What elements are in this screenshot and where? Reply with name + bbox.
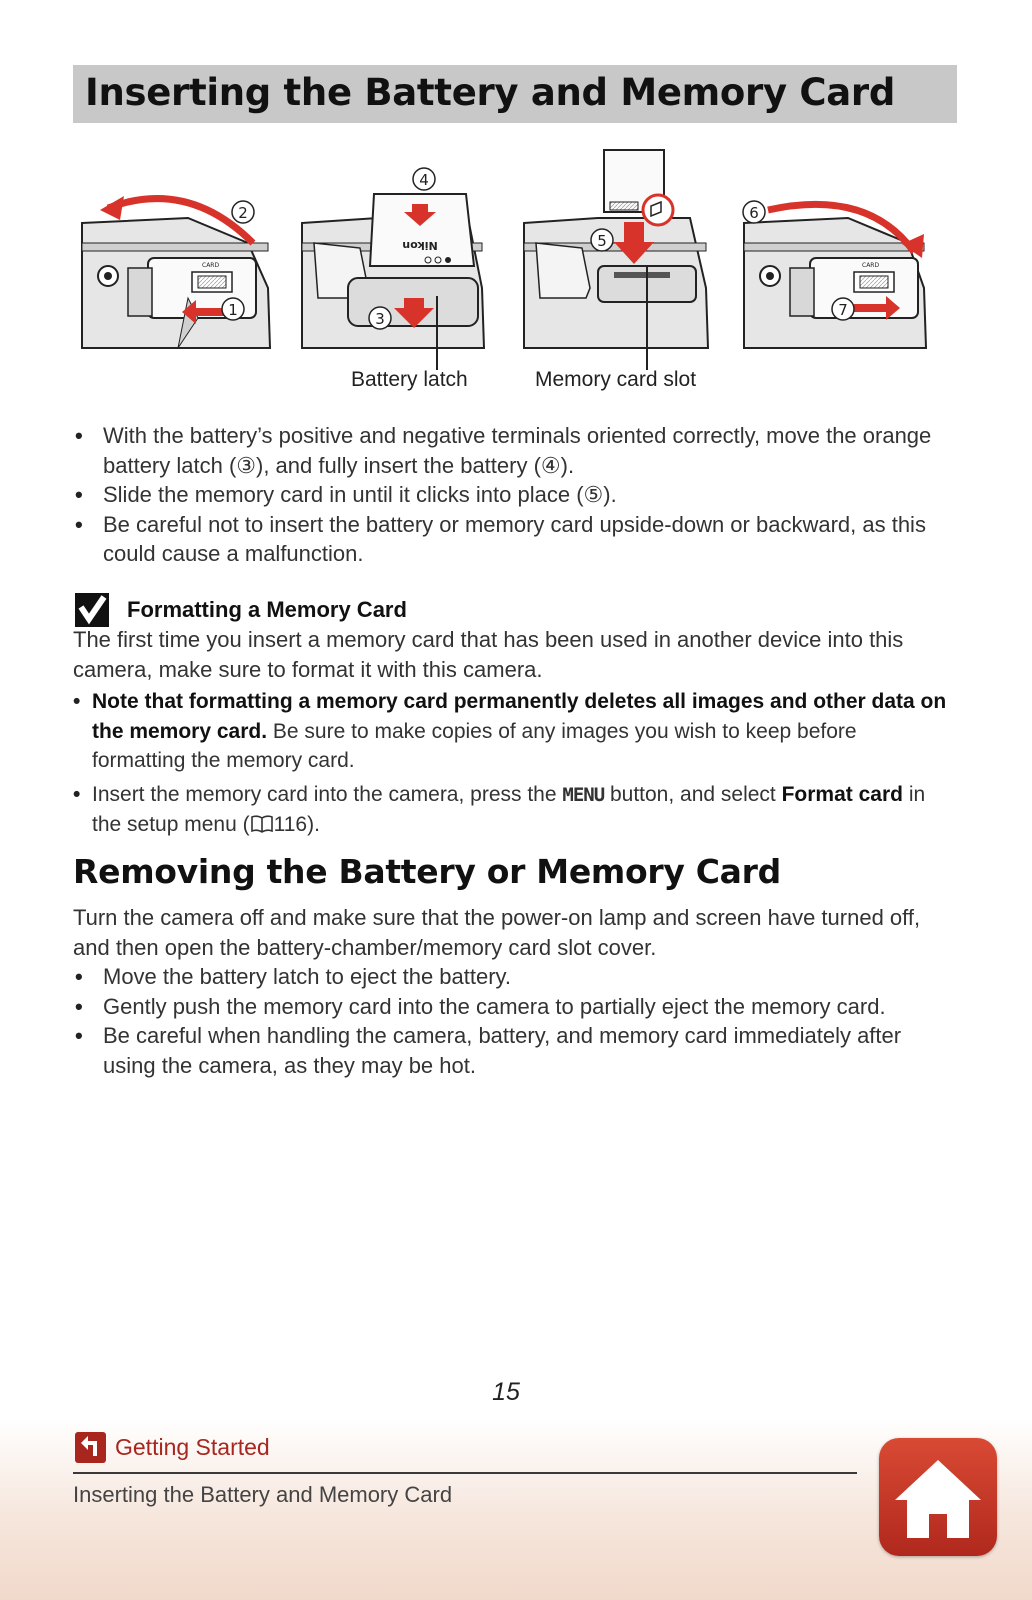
list-item: • Be careful when handling the camera, battery, and memory card immediately after using the camera, as they may be hot. [75, 1021, 945, 1080]
illustration-svg [78, 148, 958, 408]
svg-text:CARD: CARD [202, 262, 220, 269]
battery-latch-callout: Battery latch [351, 368, 468, 391]
footer-divider [73, 1472, 857, 1474]
menu-button-glyph: MENU [562, 783, 605, 806]
checkmark-note-icon [75, 593, 109, 627]
home-button[interactable] [879, 1438, 997, 1556]
list-item-text: Insert the memory card into the camera, press the [92, 782, 563, 806]
list-item: • Gently push the memory card into the camera to partially eject the memory card. [75, 992, 945, 1022]
svg-text:Nikon: Nikon [402, 239, 438, 252]
note-bullet-list [73, 687, 953, 840]
list-item-text: Be sure to make copies of any images you wish to keep before formatting the memory card. [92, 719, 857, 772]
getting-started-label[interactable]: Getting Started [115, 1434, 270, 1460]
svg-text:3: 3 [375, 310, 385, 328]
panel-close-cover [743, 201, 926, 348]
removing-intro: Turn the camera off and make sure that the power-on lamp and screen have turned off, and then open the battery-chamber/memory card slot cover. [73, 905, 921, 960]
section-heading: Removing the Battery or Memory Card [73, 852, 781, 891]
page-number: 15 [492, 1378, 520, 1406]
note-intro: The first time you insert a memory card that has been used in another device into this camera, make sure to format it with this camera. [73, 627, 904, 682]
list-item: • Slide the memory card in until it clicks into place (⑤). [75, 480, 935, 510]
panel-insert-battery [302, 168, 484, 370]
back-arrow-icon[interactable] [75, 1432, 106, 1463]
insert-bullet-list [75, 421, 935, 569]
list-item-text: in the setup menu ( [92, 782, 926, 836]
note-heading [75, 592, 407, 628]
note-title: Formatting a Memory Card [127, 597, 407, 622]
panel-insert-card [524, 150, 708, 370]
book-icon [250, 815, 274, 833]
list-item: • Move the battery latch to eject the battery. [75, 962, 945, 992]
list-item [73, 780, 953, 840]
panel-open-cover [82, 196, 270, 348]
svg-text:CARD: CARD [862, 262, 880, 269]
svg-text:2: 2 [238, 204, 248, 222]
format-card-label: Format card [781, 782, 903, 806]
home-icon[interactable] [879, 1438, 997, 1556]
getting-started-link[interactable] [75, 1432, 270, 1463]
memory-card-slot-callout: Memory card slot [535, 368, 697, 391]
footer-subsection: Inserting the Battery and Memory Card [73, 1482, 453, 1507]
svg-text:1: 1 [228, 301, 238, 319]
list-item-text: ). [307, 813, 320, 836]
warning-text: Note that formatting a memory card permanently deletes all images and other data on the memory card. [92, 690, 947, 743]
list-item [73, 687, 953, 776]
list-item: • Be careful not to insert the battery or memory card upside-down or backward, as this could cause a malfunction. [75, 510, 935, 569]
list-item-text: button, and select [604, 782, 782, 806]
removing-bullet-list [75, 962, 945, 1080]
page-title: Inserting the Battery and Memory Card [85, 71, 896, 114]
page-reference-link[interactable]: 116 [273, 813, 308, 836]
list-item: • With the battery’s positive and negative terminals oriented correctly, move the orange battery latch (③), and fully insert the battery (④). [75, 421, 935, 480]
svg-text:4: 4 [419, 171, 429, 189]
title-bar [73, 65, 957, 123]
battery-card-illustration [78, 148, 958, 408]
svg-text:5: 5 [597, 232, 607, 250]
svg-text:7: 7 [838, 301, 848, 319]
svg-text:6: 6 [749, 204, 759, 222]
